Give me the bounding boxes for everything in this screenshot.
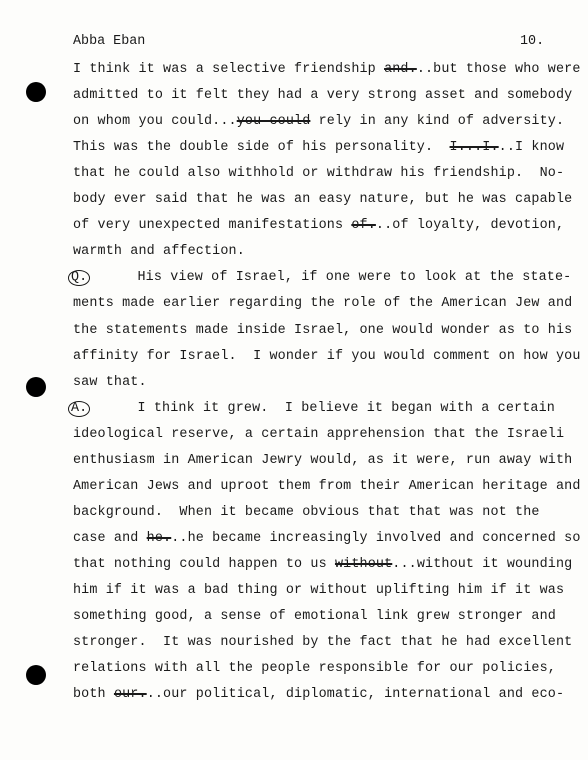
text-line xyxy=(73,270,571,286)
text-segment: that nothing could happen to us xyxy=(73,556,335,572)
punch-hole xyxy=(26,665,46,685)
text-segment: American Jews and uproot them from their American heritage and xyxy=(73,478,581,494)
text-segment: ..our political, diplomatic, international and eco- xyxy=(146,687,565,703)
text-segment: case and xyxy=(73,530,147,546)
text-segment: of very unexpected manifestations xyxy=(73,218,352,234)
text-line xyxy=(73,427,564,443)
text-line xyxy=(73,375,147,391)
text-segment: I think it was a selective friendship xyxy=(73,62,385,77)
punch-hole xyxy=(26,82,46,102)
text-line xyxy=(73,401,555,417)
text-line xyxy=(73,244,245,260)
text-segment: ..of loyalty, devotion, xyxy=(375,218,565,234)
text-line xyxy=(73,323,572,339)
circled-marker: Q. xyxy=(68,270,90,286)
page-number: 10. xyxy=(520,34,545,49)
text-segment: him if it was a bad thing or without uplifting him if it was xyxy=(73,583,565,598)
text-segment: admitted to it felt they had a very strong asset and somebody xyxy=(73,88,573,104)
text-segment: that he could also withhold or withdraw his friendship. No- xyxy=(73,166,565,182)
text-segment: on whom you could... xyxy=(73,114,237,130)
text-segment: both xyxy=(73,687,114,703)
text-segment: rely in any kind of adversity. xyxy=(310,114,565,130)
text-segment: ..I know xyxy=(498,140,565,156)
text-line xyxy=(73,661,556,677)
text-line xyxy=(73,635,572,651)
text-segment: ideological reserve, a certain apprehension that the Israeli xyxy=(73,426,565,442)
text-line xyxy=(73,114,564,130)
struck-text: you could xyxy=(236,114,311,130)
text-line xyxy=(73,88,572,104)
text-segment: the statements made inside Israel, one would wonder as to his xyxy=(73,322,573,338)
text-segment: stronger. It was nourished by the fact that he had excellent xyxy=(73,635,573,651)
text-segment: I think it grew. I believe it began with a certain xyxy=(88,400,555,416)
struck-text: I...I. xyxy=(449,140,499,156)
text-segment: His view of Israel, if one were to look at the state- xyxy=(88,270,572,286)
text-segment: relations with all the people responsible for our policies, xyxy=(73,661,556,677)
text-segment: body ever said that he was an easy nature, but he was capable xyxy=(73,192,573,208)
text-line xyxy=(73,479,581,495)
text-line xyxy=(73,531,581,547)
text-segment: ..he became increasingly involved and concerned so xyxy=(171,530,581,546)
text-segment: something good, a sense of emotional link grew stronger and xyxy=(73,609,556,625)
text-line xyxy=(73,62,581,78)
text-segment: affinity for Israel. I wonder if you would comment on how you xyxy=(73,348,581,364)
text-segment: warmth and affection. xyxy=(73,244,245,260)
text-line xyxy=(73,296,572,312)
text-segment: background. When it became obvious that that was not the xyxy=(73,504,540,520)
text-line xyxy=(73,218,564,234)
struck-text: without xyxy=(334,556,393,572)
text-segment: saw that. xyxy=(73,374,147,390)
text-line xyxy=(73,687,564,703)
text-line xyxy=(73,192,572,208)
speaker-name: Abba Eban xyxy=(73,34,146,49)
text-line xyxy=(73,583,564,599)
punch-hole xyxy=(26,377,46,397)
struck-text: and. xyxy=(384,62,417,77)
circled-marker: A. xyxy=(68,401,90,417)
text-segment: ...without it wounding xyxy=(392,556,573,572)
struck-text: he. xyxy=(146,530,172,546)
text-line xyxy=(73,557,572,573)
text-line xyxy=(73,140,564,156)
text-line xyxy=(73,349,581,365)
text-segment: enthusiasm in American Jewry would, as it were, run away with xyxy=(73,452,573,468)
text-segment: ..but those who were xyxy=(416,62,581,77)
struck-text: our. xyxy=(113,687,147,703)
text-line xyxy=(73,505,540,521)
text-line xyxy=(73,453,572,469)
struck-text: of. xyxy=(351,218,376,234)
text-segment: ments made earlier regarding the role of the American Jew and xyxy=(73,296,573,312)
text-segment: This was the double side of his personality. xyxy=(73,140,450,156)
text-line xyxy=(73,166,564,182)
text-line xyxy=(73,609,556,625)
